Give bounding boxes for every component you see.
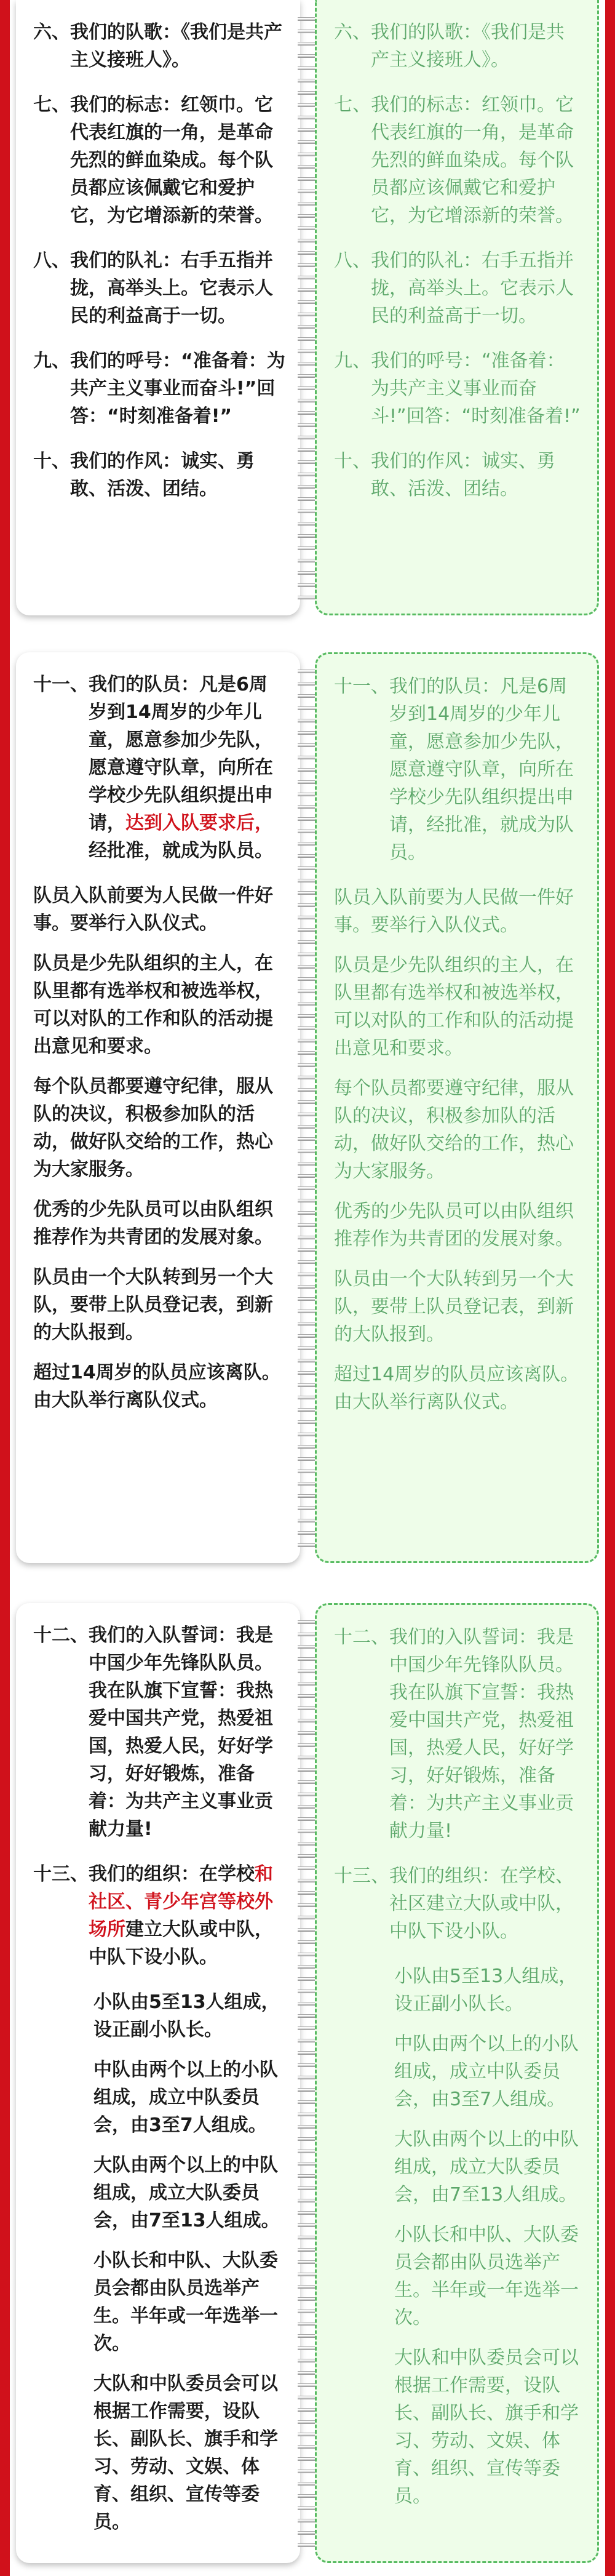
paragraph: 大队和中队委员会可以根据工作需要，设队长、副队长、旗手和学习、劳动、文娱、体育、组织、宣传等委员。 (394, 2347, 579, 2507)
original-card (16, 0, 300, 615)
paragraph: 大队由两个以上的中队组成，成立大队委员会，由7至13人组成。 (93, 2154, 280, 2231)
item-11: 十一、 我们的队员：凡是6周岁到14周岁的少年儿童，愿意参加少先队，愿意遵守队章，向所在学校少先队组织提出申请，达到入队要求后，经批准，就成为队员。 (33, 674, 273, 862)
paragraph: 中队由两个以上的小队组成，成立中队委员会，由3至7人组成。 (93, 2059, 278, 2136)
paragraph: 超过14周岁的队员应该离队。由大队举行离队仪式。 (33, 1362, 280, 1411)
paragraph: 小队由5至13人组成，设正副小队长。 (394, 1966, 577, 2015)
left-red-edge (0, 0, 10, 2576)
original-card (16, 652, 300, 1563)
paragraph: 中队由两个以上的小队组成，成立中队委员会，由3至7人组成。 (394, 2033, 579, 2110)
item-12-compare: 十二、 我们的入队誓词：我是中国少年先锋队队员。我在队旗下宣誓：我热爱中国共产党，热爱祖国，热爱人民，好好学习，好好锻炼，准备着：为共产主义事业贡献力量! (334, 1626, 574, 1842)
item-9-compare: 九、 我们的呼号：“准备着：为共产主义事业而奋斗!”回答：“时刻准备着!” (334, 350, 581, 427)
paragraph: 大队由两个以上的中队组成，成立大队委员会，由7至13人组成。 (394, 2129, 579, 2206)
section-charter-items-6-10 (16, 0, 599, 615)
item-11-compare: 十一、 我们的队员：凡是6周岁到14周岁的少年儿童，愿意参加少先队，愿意遵守队章，向所在学校少先队组织提出申请，经批准，就成为队员。 (334, 676, 574, 863)
item-8: 八、 我们的队礼：右手五指并拢，高举头上。它表示人民的利益高于一切。 (33, 250, 273, 327)
item-6-compare: 六、 我们的队歌：《我们是共产主义接班人》。 (334, 22, 565, 71)
item-8-compare: 八、 我们的队礼：右手五指并拢，高举头上。它表示人民的利益高于一切。 (334, 250, 574, 327)
paragraph: 队员是少先队组织的主人，在队里都有选举权和被选举权，可以对队的工作和队的活动提出意见和要求。 (334, 954, 574, 1059)
paragraph: 每个队员都要遵守纪律，服从队的决议，积极参加队的活动，做好队交给的工作，热心为大家服务。 (334, 1078, 574, 1182)
item-13-compare: 十三、 我们的组织：在学校、社区建立大队或中队，中队下设小队。 (334, 1865, 574, 1942)
paragraph: 大队和中队委员会可以根据工作需要，设队长、副队长、旗手和学习、劳动、文娱、体育、组织、宣传等委员。 (93, 2373, 278, 2533)
original-card (16, 1603, 300, 2563)
paragraph: 优秀的少先队员可以由队组织推荐作为共青团的发展对象。 (334, 1201, 574, 1250)
item-7: 七、 我们的标志：红领巾。它代表红旗的一角，是革命先烈的鲜血染成。每个队员都应该佩戴它和爱护它，为它增添新的荣誉。 (33, 94, 273, 226)
item-9: 九、 我们的呼号：“准备着：为共产主义事业而奋斗!”回答：“时刻准备着!” (33, 350, 285, 427)
added-text-highlight: 达到入队要求后， (125, 812, 273, 834)
paragraph: 优秀的少先队员可以由队组织推荐作为共青团的发展对象。 (33, 1199, 273, 1248)
paragraph: 小队长和中队、大队委员会都由队员选举产生。半年或一年选举一次。 (394, 2224, 579, 2329)
paragraph: 队员入队前要为人民做一件好事。要举行入队仪式。 (33, 885, 273, 934)
paragraph: 队员由一个大队转到另一个大队，要带上队员登记表，到新的大队报到。 (33, 1266, 273, 1343)
paragraph: 队员由一个大队转到另一个大队，要带上队员登记表，到新的大队报到。 (334, 1268, 574, 1345)
added-text-highlight: 和社区、青少年宫等校外场所 (89, 1863, 273, 1940)
paragraph: 超过14周岁的队员应该离队。由大队举行离队仪式。 (334, 1364, 579, 1413)
item-10: 十、 我们的作风：诚实、勇敢、活泼、团结。 (33, 450, 255, 500)
item-10-compare: 十、 我们的作风：诚实、勇敢、活泼、团结。 (334, 450, 555, 500)
paragraph: 队员是少先队组织的主人，在队里都有选举权和被选举权，可以对队的工作和队的活动提出意见和要求。 (33, 953, 273, 1057)
item-12: 十二、 我们的入队誓词：我是中国少年先锋队队员。我在队旗下宣誓：我热爱中国共产党，热爱祖国，热爱人民，好好学习，好好锻炼，准备着：为共产主义事业贡献力量! (33, 1625, 273, 1840)
comparison-card (315, 1603, 599, 2563)
item-13: 十三、 我们的组织：在学校和社区、青少年宫等校外场所建立大队或中队，中队下设小队。 (33, 1863, 273, 1968)
comparison-card (315, 0, 599, 615)
item-6: 六、 我们的队歌：《我们是共产主义接班人》。 (33, 22, 282, 71)
comparison-card (315, 652, 599, 1563)
paragraph: 小队由5至13人组成，设正副小队长。 (93, 1991, 280, 2041)
paragraph: 小队长和中队、大队委员会都由队员选举产生。半年或一年选举一次。 (93, 2250, 278, 2354)
section-members (16, 652, 599, 1563)
item-7-compare: 七、 我们的标志：红领巾。它代表红旗的一角，是革命先烈的鲜血染成。每个队员都应该佩戴它和爱护它，为它增添新的荣誉。 (334, 94, 574, 226)
paragraph: 每个队员都要遵守纪律，服从队的决议，积极参加队的活动，做好队交给的工作，热心为大家服务。 (33, 1076, 273, 1180)
paragraph: 队员入队前要为人民做一件好事。要举行入队仪式。 (334, 887, 574, 936)
section-oath-organization (16, 1603, 599, 2563)
right-red-edge (605, 0, 615, 2576)
